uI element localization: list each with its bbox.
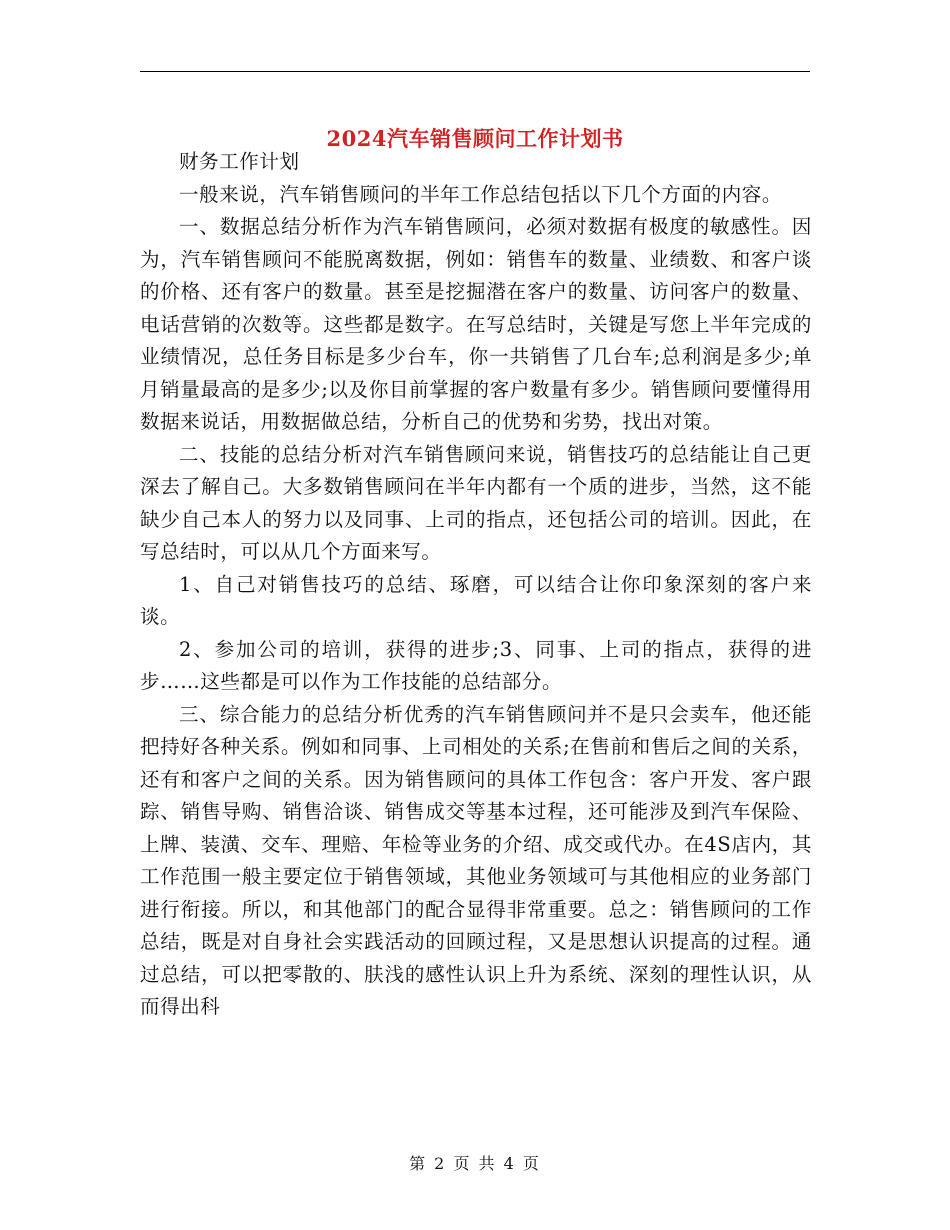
paragraph-intro: 一般来说，汽车销售顾问的半年工作总结包括以下几个方面的内容。 (179, 182, 783, 206)
paragraph-skills-analysis: 二、技能的总结分析对汽车销售顾问来说，销售技巧的总结能让自己更深去了解自己。大多数销售顾问在半年内都有一个质的进步，当然，这不能缺少自己本人的努力以及同事、上司的指点，还包括公司的培训。因此，在写总结时，可以从几个方面来写。 (140, 442, 812, 563)
paragraph-data-analysis: 一、数据总结分析作为汽车销售顾问，必须对数据有极度的敏感性。因为，汽车销售顾问不能脱离数据，例如：销售车的数量、业绩数、和客户谈的价格、还有客户的数量。甚至是挖掘潜在客户的数量、访问客户的数量、电话营销的次数等。这些都是数字。在写总结时，关键是写您上半年完成的业绩情况，总任务目标是多少台车，你一共销售了几台车;总利润是多少;单月销量最高的是多少;以及你目前掌握的客户数量有多少。销售顾问要懂得用数据来说话，用数据做总结，分析自己的优势和劣势，找出对策。 (140, 215, 812, 433)
document-body (140, 146, 812, 1024)
paragraph-heading: 财务工作计划 (179, 150, 300, 173)
paragraph-skills-point-2: 2、参加公司的培训，获得的进步;3、同事、上司的指点，获得的进步……这些都是可以作为工作技能的总结部分。 (140, 637, 812, 693)
paragraph-overall-ability: 三、综合能力的总结分析优秀的汽车销售顾问并不是只会卖车，他还能把持好各种关系。例如和同事、上司相处的关系;在售前和售后之间的关系，还有和客户之间的关系。因为销售顾问的具体工作包含：客户开发、客户跟踪、销售导购、销售洽谈、销售成交等基本过程，还可能涉及到汽车保险、上牌、装潢、交车、理赔、年检等业务的介绍、成交或代办。在4S店内，其工作范围一般主要定位于销售领域，其他业务领域可与其他相应的业务部门进行衔接。所以，和其他部门的配合显得非常重要。总之：销售顾问的工作总结，既是对自身社会实践活动的回顾过程，又是思想认识提高的过程。通过总结，可以把零散的、肤浅的感性认识上升为系统、深刻的理性认识，从而得出科 (140, 702, 812, 1018)
page-number-footer: 第 2 页 共 4 页 (409, 1154, 541, 1173)
header-rule (140, 71, 810, 72)
document-title: 2024汽车销售顾问工作计划书 (326, 126, 624, 152)
paragraph-skills-point-1: 1、自己对销售技巧的总结、琢磨，可以结合让你印象深刻的客户来谈。 (140, 572, 812, 628)
